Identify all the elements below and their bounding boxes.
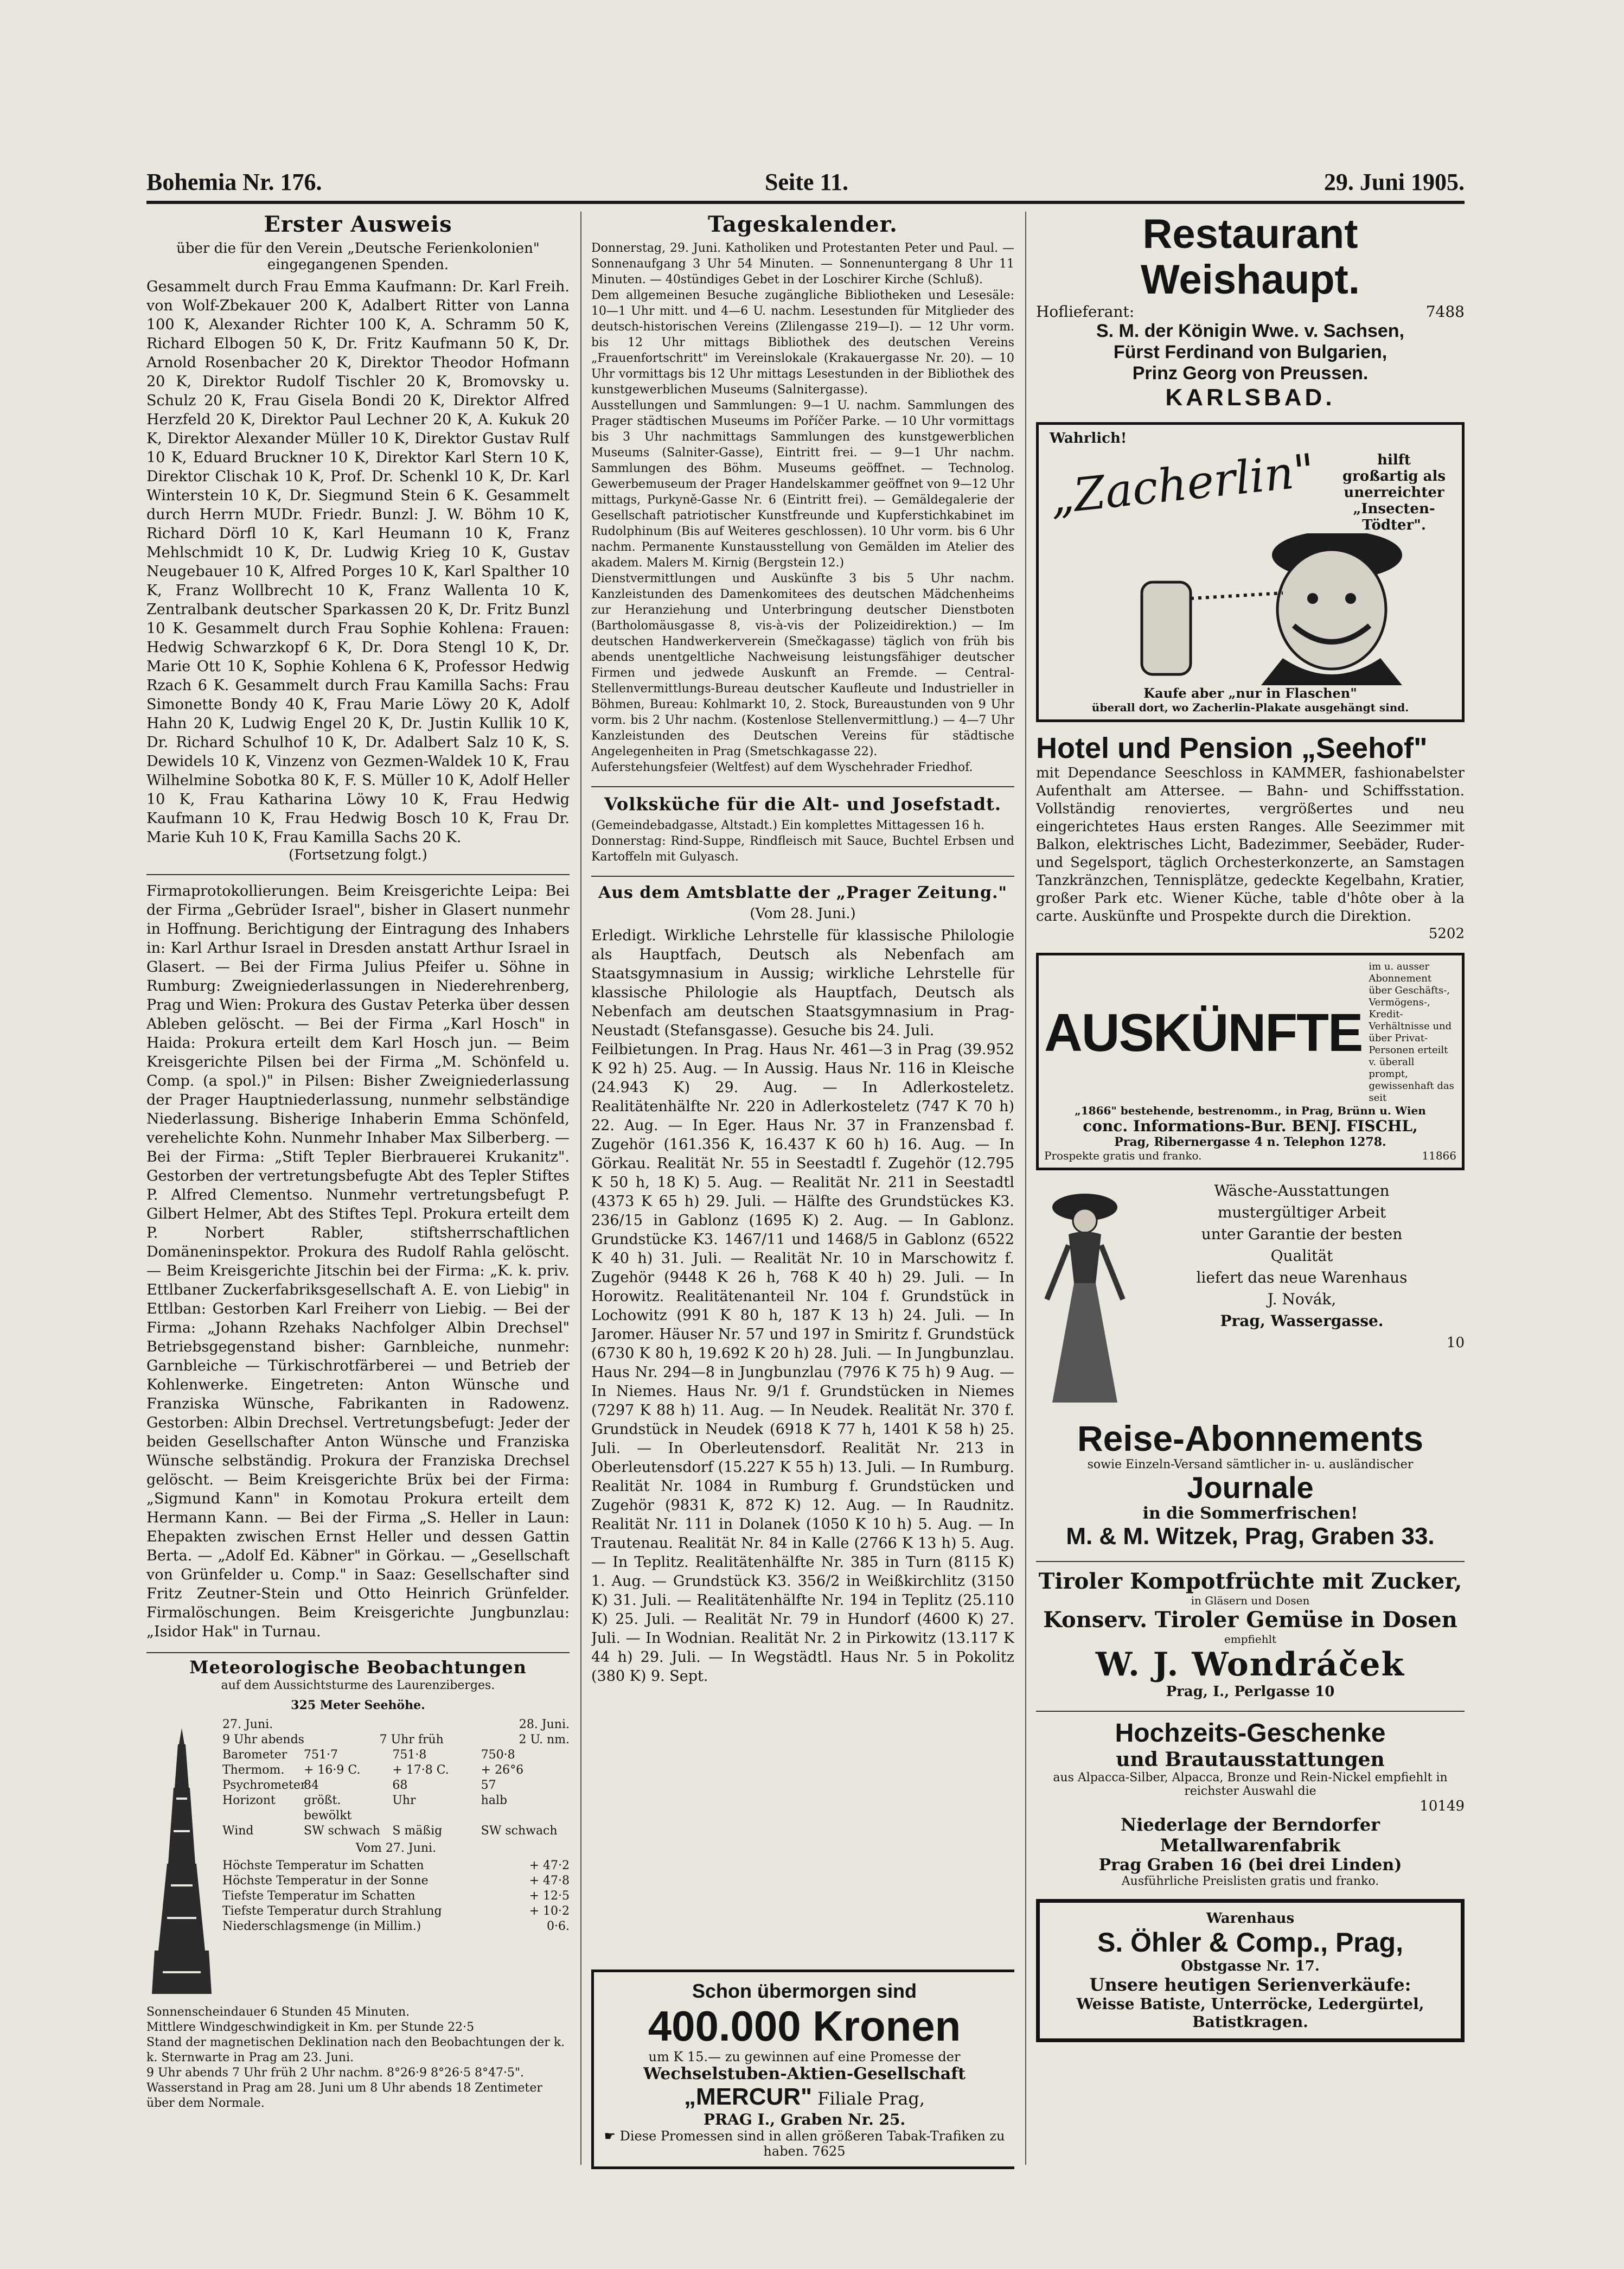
witzek-title: Reise-Abonnements	[1077, 1418, 1424, 1458]
column-right	[1036, 212, 1465, 2187]
meteo-date-row	[222, 1717, 570, 1732]
meteo-note: Stand der magnetischen Deklination nach den Beobachtungen der k. k. Sternwarte in Prag am 23. Juni.	[146, 2036, 565, 2064]
hochzeit-line5: Prag Graben 16 (bei drei Linden)	[1098, 1856, 1402, 1875]
zacherlin-kaufe: Kaufe aber „nur in Flaschen"	[1143, 685, 1357, 701]
hochzeit-number: 10149	[1420, 1798, 1465, 1814]
meteo-title: Meteorologische Beobachtungen	[189, 1657, 527, 1678]
meteo-temp-row	[222, 1873, 570, 1889]
meteo-temp-value: + 12·5	[529, 1889, 570, 1903]
meteo-temp-label: Tiefste Temperatur im Schatten	[222, 1889, 415, 1903]
volkskueche-section	[591, 794, 1014, 865]
hochzeit-title: Hochzeits-Geschenke	[1115, 1719, 1386, 1748]
tageskalender-text: Donnerstag, 29. Juni. Katholiken und Protestanten Peter und Paul. — Sonnenaufgang 3 Uhr 54 Minuten. — Sonnenuntergang 8 Uhr 11 Minuten. — 40stündiges Gebet in der Loschirer Kirche (Schluß).	[591, 241, 1014, 286]
meteo-row	[222, 1763, 570, 1778]
zacherlin-brand: „Zacherlin"	[1047, 443, 1318, 525]
weishaupt-number: 7488	[1425, 303, 1465, 321]
volkskueche-line2: Donnerstag: Rind-Suppe, Rindfleisch mit Sauce, Buchtel Erbsen und Kartoffeln mit Gulyasch.	[591, 834, 1014, 864]
zacherlin-uberall: überall dort, wo Zacherlin-Plakate ausgehängt sind.	[1091, 701, 1409, 714]
seehof-number: 5202	[1428, 926, 1465, 942]
firma-text: Firmaprotokollierungen. Beim Kreisgerichte Leipa: Bei der Firma „Gebrüder Israel", bisher in Glasert nunmehr in Hoffnung. Berichtigung der Eintragung des Inhabers in: Karl Arthur Israel in Dresden anstatt Arthur Israel in Glasert. — Bei der Firma Julius Pfeifer u. Söhne in Rumburg: Zweigniederlassungen in Niederehrenberg, Prag und Wien: Prokura des Gustav Peterka über dessen Ableben gelöscht. — Bei der Firma „Karl Hosch" in Haida: Prokura erteilt dem Karl Hosch jun. — Beim Kreisgerichte Pilsen bei der Firma „M. Schönfeld u. Comp. (a spol.)" in Pilsen: Bisher Zweigniederlassung der Prager Hauptniederlassung, nunmehr selbständige Niederlassung. Bisherige Inhaberin Emma Schönfeld, verehelichte Kohn. Nunmehr Inhaber Max Silberberg. — Bei der Firma: „Stift Tepler Bierbrauerei Krukanitz". Gestorben der vertretungsbefugte Abt des Tepler Stiftes P. Alfred Clementso. Nunmehr vertretungsbefugt P. Gilbert Helmer, Abt des Stiftes Tepl. Prokura erteilt dem P. Norbert Rabler, stiftsherrschaftlichen Domäneninspektor. Prokura des Rudolf Rahla gelöscht. — Beim Kreisgerichte Jitschin bei der Firma: „K. k. priv. Ettlbaner Zuckerfabriksgesellschaft A. E. von Liebig" in Ettlban: Gestorben Karl Freiherr von Liebig. — Bei der Firma: „Johann Rzehaks Nachfolger Albin Drechsel" Betriebsgegenstand bisher: Garnbleiche, nunmehr: Garnbleiche — Türkischrotfärberei — und Betrieb der Kohlenwerke. Eingetreten: Anton Wünsche und Franziska Wünsche, Fabrikanten in Radowenz. Gestorben: Albin Drechsel. Vertretungsbefugt: Jeder der beiden Gesellschafter Anton Wünsche und Franziska Wünsche selbständig. Prokura der Franziska Drechsel gelöscht. — Beim Kreisgerichte Brüx bei der Firma: „Sigmund Kann" in Komotau Prokura erteilt dem Hermann Kann. — Bei der Firma „S. Heller in Laun: Ehepakten zwischen Ernst Heller und dessen Gattin Berta. — „Adolf Ed. Käbner" in Görkau. — „Gesellschaft von Grünfelder u. Comp." in Saaz: Gesellschafter sind Fritz Zeutner-Stein und Otto Heinrich Grünfelder. Firmalöschungen. Beim Kreisgerichte Jungbunzlau: „Isidor Hak" in Turnau.	[146, 883, 570, 1640]
page-header	[146, 163, 1465, 201]
meteo-date3: Vom 27. Juni.	[355, 1841, 437, 1855]
tageskalender-exhibitions: Ausstellungen und Sammlungen: 9—1 U. nachm. Sammlungen des Prager städtischen Museums im Poříčer Parke. — 10 Uhr vormittags bis 3 Uhr nachmittags Sammlungen des kunstgewerblichen Museums (Salniter-Gasse), Eintritt frei. — 9—1 Uhr nachm. Sammlungen des Böhm. Museums geöffnet. — Technolog. Gewerbemuseum der Prager Handelskammer geöffnet von 9—12 Uhr mittags, Purkyně-Gasse Nr. 6 (Eintritt frei). — Gemäldegalerie der Gesellschaft patriotischer Kunstfreunde und Kupferstichkabinet im Rudolphinum (Bis auf Weiteres geschlossen). 10 Uhr vorm. bis 6 Uhr nachm. Permanente Kunstausstellung von Gemälden im Atelier des akadem. Malers M. Kirnig (Bergstein 12.)	[591, 399, 1014, 570]
weishaupt-line2: Fürst Ferdinand von Bulgarien,	[1113, 342, 1388, 362]
column-left	[146, 212, 570, 2187]
meteo-value: größt. bewölkt	[304, 1794, 352, 1822]
novak-line5: liefert das neue Warenhaus	[1196, 1269, 1408, 1286]
weishaupt-title: Restaurant Weishaupt.	[1141, 212, 1360, 303]
divider	[591, 786, 1014, 787]
meteo-value: 68	[392, 1779, 408, 1792]
mercur-line3: um K 15.— zu gewinnen auf eine Promesse der	[648, 2049, 961, 2064]
observation-tower-icon	[146, 1723, 217, 2005]
meteo-temp-label: Höchste Temperatur im Schatten	[222, 1859, 424, 1872]
meteo-row-label: Horizont	[222, 1794, 276, 1807]
divider	[591, 876, 1014, 877]
meteo-value: + 17·8 C.	[392, 1763, 449, 1777]
meteo-row-label: Psychrometer	[222, 1779, 306, 1792]
mercur-line7	[604, 2128, 1005, 2159]
weishaupt-ad	[1036, 212, 1465, 411]
auskuenfte-line5: Prospekte gratis und franko.	[1044, 1149, 1202, 1162]
seehof-ad	[1036, 732, 1465, 942]
ausweis-title: Erster Ausweis	[264, 212, 452, 237]
witzek-line3: in die Sommerfrischen!	[1142, 1504, 1358, 1523]
novak-line4: Qualität	[1270, 1247, 1333, 1265]
zacherlin-man-portrait-icon	[1077, 533, 1446, 685]
meteo-date2: 28. Juni.	[519, 1718, 570, 1731]
column-middle	[591, 212, 1014, 2187]
column-divider	[1025, 212, 1026, 2165]
meteo-sun: Sonnenscheindauer 6 Stunden 45 Minuten.	[146, 2005, 410, 2019]
meteo-value: S mäßig	[392, 1824, 443, 1838]
meteo-temp-row	[222, 1919, 570, 1934]
novak-line3: unter Garantie der besten	[1201, 1225, 1403, 1243]
novak-number: 10	[1446, 1335, 1465, 1351]
weishaupt-city: KARLSBAD.	[1165, 384, 1335, 411]
meteo-observations: 9 Uhr abends 7 Uhr früh 2 Uhr nachm. 8°26·9 8°26·5 8°47·5".	[146, 2066, 525, 2080]
auskuenfte-line2: „1866" bestehende, bestrenomm., in Prag, Brünn u. Wien	[1075, 1104, 1426, 1117]
meteo-temp-label: Höchste Temperatur in der Sonne	[222, 1874, 429, 1888]
mercur-amount: 400.000 Kronen	[648, 2002, 961, 2050]
meteo-row-label: Wind	[222, 1824, 254, 1838]
meteo-value: halb	[481, 1794, 508, 1807]
wondracek-line1: Tiroler Kompotfrüchte mit Zucker,	[1038, 1569, 1462, 1594]
meteo-wind: Mittlere Windgeschwindigkeit in Km. per Stunde 22·5	[146, 2021, 475, 2034]
meteo-value: 84	[304, 1779, 319, 1792]
tageskalender-title: Tageskalender.	[708, 212, 898, 237]
meteo-value: + 16·9 C.	[304, 1763, 361, 1777]
wondracek-line3: Konserv. Tiroler Gemüse in Dosen	[1043, 1607, 1457, 1633]
meteo-col-a: 9 Uhr abends	[222, 1733, 304, 1747]
auskuenfte-line4: Prag, Ribernergasse 4 n. Telephon 1278.	[1114, 1135, 1386, 1149]
witzek-address: M. & M. Witzek, Prag, Graben 33.	[1066, 1523, 1435, 1550]
mercur-number: 7625	[812, 2144, 846, 2159]
wondracek-line2: in Gläsern und Dosen	[1191, 1594, 1310, 1607]
meteo-value: SW schwach	[304, 1824, 380, 1838]
meteo-col-c: 2 U. nm.	[519, 1733, 570, 1747]
volkskueche-line1: (Gemeindebadgasse, Altstadt.) Ein komplettes Mittagessen 16 h.	[591, 819, 985, 832]
novak-ad	[1036, 1180, 1465, 1408]
hochzeit-line3: aus Alpacca-Silber, Alpacca, Bronze und Rein-Nickel empfiehlt in reichster Auswahl die	[1053, 1771, 1448, 1798]
mercur-line7-text: Diese Promessen sind in allen größeren Tabak-Trafiken zu haben.	[619, 2128, 1005, 2159]
hochzeit-line2: und Brautausstattungen	[1116, 1748, 1385, 1771]
header-date: 29. Juni 1905.	[1324, 169, 1465, 195]
hochzeit-line4: Niederlage der Berndorfer Metallwarenfabrik	[1121, 1814, 1380, 1856]
zacherlin-claim: hilft großartig als unerreichter „Insecten-Tödter".	[1342, 452, 1446, 533]
meteo-col-heads	[222, 1732, 570, 1748]
hochzeit-ad	[1036, 1718, 1465, 1888]
wondracek-ad	[1036, 1569, 1465, 1700]
pointing-hand-icon: ☛	[604, 2128, 620, 2144]
ohler-line5: Weisse Batiste, Unterröcke, Ledergürtel, Batistkragen.	[1076, 1995, 1424, 2031]
meteo-value: SW schwach	[481, 1824, 558, 1838]
mercur-name: „MERCUR"	[683, 2083, 812, 2110]
meteo-temp-label: Niederschlagsmenge (in Millim.)	[222, 1920, 421, 1933]
meteo-section	[146, 1657, 570, 2111]
auskuenfte-number: 11866	[1422, 1149, 1456, 1162]
witzek-ad	[1036, 1419, 1465, 1550]
meteo-temp-row	[222, 1858, 570, 1873]
meteo-value: 750·8	[481, 1748, 515, 1762]
lady-figure-icon	[1036, 1180, 1134, 1408]
meteo-temp-label: Tiefste Temperatur durch Strahlung	[222, 1904, 442, 1918]
ohler-line1: Warenhaus	[1206, 1910, 1295, 1927]
meteo-value: + 26°6	[481, 1763, 524, 1777]
mercur-filiale: Filiale Prag,	[817, 2088, 925, 2109]
zacherlin-ad	[1036, 422, 1465, 722]
ohler-address: Obstgasse Nr. 17.	[1181, 1958, 1320, 1974]
newspaper-page	[125, 146, 1465, 2187]
wondracek-address: Prag, I., Perlgasse 10	[1166, 1684, 1335, 1700]
meteo-temp-value: + 47·8	[529, 1874, 570, 1888]
meteo-temp-value: + 10·2	[529, 1904, 570, 1918]
mercur-line1: Schon übermorgen sind	[692, 1980, 917, 2002]
wondracek-line4: empfiehlt	[1224, 1633, 1277, 1646]
meteo-date1: 27. Juni.	[222, 1718, 273, 1731]
volkskueche-title: Volksküche für die Alt- und Josefstadt.	[604, 794, 1001, 814]
zacherlin-wahrlich: Wahrlich!	[1050, 430, 1127, 447]
header-rule	[146, 201, 1465, 204]
ausweis-section	[146, 212, 570, 863]
seehof-title: Hotel und Pension „Seehof"	[1036, 732, 1428, 764]
ohler-ad	[1036, 1899, 1465, 2042]
column-divider	[580, 212, 581, 2165]
meteo-temp-row	[222, 1889, 570, 1904]
ausweis-subtitle: über die für den Verein „Deutsche Ferienkolonien" eingegangenen Spenden.	[176, 240, 540, 273]
meteo-temp-row	[222, 1904, 570, 1919]
tageskalender-section	[591, 212, 1014, 775]
auskuenfte-title: AUSKÜNFTE	[1044, 1003, 1363, 1062]
amtsblatt-erledigt: Erledigt. Wirkliche Lehrstelle für klassische Philologie als Hauptfach, Deutsch als Nebenfach am Staatsgymnasium in Aussig; wirkliche Lehrstelle für klassische Philologie als Hauptfach, Deutsch als Nebenfach am deutschen Staatsgymnasium in Prag-Neustadt (Stefansgasse). Gesuche bis 24. Juli.	[591, 927, 1014, 1039]
meteo-water: Wasserstand in Prag am 28. Juni um 8 Uhr abends 18 Zentimeter über dem Normale.	[146, 2081, 542, 2110]
meteo-row-label: Thermom.	[222, 1763, 285, 1777]
amtsblatt-feilbietungen: Feilbietungen. In Prag. Haus Nr. 461—3 in Prag (39.952 K 92 h) 25. Aug. — In Aussig. Haus Nr. 116 in Kleische (24.943 K) 29. Aug. — In Adlerkosteletz. Realitätenhälfte Nr. 220 in Adlerkosteletz (747 K 70 h) 22. Aug. — In Eger. Haus Nr. 37 in Franzensbad f. Zugehör (161.356 K, 16.437 K 60 h) 16. Aug. — In Görkau. Realität Nr. 55 in Seestadtl f. Zugehör (12.795 K 50 h, 18 K) 5. Aug. — Realität Nr. 211 in Seestadtl (4373 K 65 h) 29. Juli. — Hälfte des Grundstückes K3. 236/15 in Gablonz (1695 K) 2. Aug. — In Gablonz. Grundstücke K3. 1467/11 und 1468/5 in Gablonz (6522 K 40 h) 31. Juli. — Realität Nr. 10 in Marschowitz f. Zugehör (9448 K 26 h, 768 K 40 h) 29. Juli. — In Horowitz. Realitätenanteil Nr. 104 f. Grundstück in Lochowitz (991 K 80 h, 187 K 13 h) 24. Juli. — In Jaromer. Häuser Nr. 57 und 197 in Smiritz f. Grundstück (6730 K 80 h, 19.692 K 20 h) 28. Juli. — In Jungbunzlau. Haus Nr. 294—8 in Jungbunzlau (7976 K 75 h) 9 Aug. — In Niemes. Haus Nr. 9/1 f. Grundstücken in Niemes (7297 K 88 h) 11. Aug. — In Neudek. Realität Nr. 370 f. Grundstück in Neudek (6918 K 77 h, 1401 K 58 h) 25. Juli. — In Oberleutensdorf. Realität Nr. 213 in Oberleutensdorf (15.227 K 55 h) 13. Juli. — In Rumburg. Realität Nr. 1084 in Rumburg f. Grundstücken und Zugehör (9831 K, 872 K) 12. Aug. — In Raudnitz. Realität Nr. 111 in Dolanek (1050 K 10 h) 5. Aug. — In Trautenau. Realität Nr. 84 in Kalle (2766 K 13 h) 5. Aug. — In Teplitz. Realitätenhälfte Nr. 385 in Turn (8115 K) 1. Aug. — Grundstück K3. 356/2 in Weißkirchlitz (3150 K) 31. Juli. — Realitätenhälfte Nr. 194 in Teplitz (25.110 K) 25. Juli. — Realität Nr. 79 in Hundorf (4600 K) 27. Juli. — In Wodnian. Realität Nr. 2 in Pirkowitz (13.117 K 44 h) 29. Juli. — In Wegstädtl. Haus Nr. 5 in Pokolitz (380 K) 9. Sept.	[591, 1041, 1014, 1685]
auskuenfte-line3: conc. Informations-Bur. BENJ. FISCHL,	[1083, 1117, 1418, 1135]
ohler-line4: Unsere heutigen Serienverkäufe:	[1089, 1974, 1411, 1995]
meteo-height: 325 Meter Seehöhe.	[291, 1698, 425, 1712]
divider	[1036, 1561, 1465, 1562]
ausweis-continued: (Fortsetzung folgt.)	[289, 847, 427, 863]
weishaupt-lieferant: Hoflieferant:	[1036, 303, 1135, 321]
divider	[1036, 1711, 1465, 1712]
meteo-value: 751·8	[392, 1748, 427, 1762]
zacherlin-illustration	[1044, 430, 1456, 685]
amtsblatt-subtitle: (Vom 28. Juni.)	[750, 906, 856, 922]
meteo-temp-value: 0·6.	[547, 1920, 570, 1933]
hochzeit-line6: Ausführliche Preislisten gratis und franko.	[1121, 1875, 1379, 1888]
header-page-number: Seite 11.	[765, 169, 848, 195]
firma-section	[146, 882, 570, 1641]
header-paper-issue: Bohemia Nr. 176.	[146, 169, 322, 195]
witzek-line1: sowie Einzeln-Versand sämtlicher in- u. ausländischer	[1087, 1458, 1414, 1471]
meteo-value: 751·7	[304, 1748, 338, 1762]
meteo-row	[222, 1778, 570, 1793]
mercur-address: PRAG I., Graben Nr. 25.	[703, 2111, 906, 2128]
divider	[146, 874, 570, 875]
novak-line2: mustergültiger Arbeit	[1217, 1203, 1386, 1221]
meteo-row	[222, 1824, 570, 1839]
auskuenfte-side: im u. ausser Abonnement über Geschäfts-, Vermögens-, Kredit-Verhältnisse und über Privat-Personen erteilt v. überall prompt, gewissenhaft das seit	[1369, 961, 1454, 1104]
novak-line6: J. Novák,	[1267, 1290, 1337, 1308]
weishaupt-line1: S. M. der Königin Wwe. v. Sachsen,	[1096, 321, 1405, 341]
divider	[146, 1652, 570, 1653]
novak-line7: Prag, Wassergasse.	[1220, 1312, 1384, 1330]
meteo-subtitle: auf dem Aussichtsturme des Laurenziberges.	[221, 1679, 495, 1692]
witzek-journale: Journale	[1187, 1470, 1314, 1505]
weishaupt-line3: Prinz Georg von Preussen.	[1132, 363, 1369, 384]
tageskalender-services: Dienstvermittlungen und Auskünfte 3 bis 5 Uhr nachm. Kanzleistunden des Damenkomitees des deutschen Mädchenheims zur Heranziehung und Unterbringung deutscher Dienstboten (Bartholomäusgasse 8, vis-à-vis der Polizeidirektion.) — Im deutschen Handwerkerverein (Smečkagasse) täglich von früh bis abends unentgeltliche Nachweisung leistungsfähiger deutscher Firmen und jedwede Auskunft an Fremde. — Central-Stellenvermittlungs-Bureau deutscher Kaufleute und Industrieller in Böhmen, Bureau: Kohlmarkt 10, 2. Stock, Bureaustunden von 9 Uhr vorm. bis 2 Uhr nachm. (Kostenlose Stellenvermittlung.) — 4—7 Uhr Kanzleistunden des Deutschen Vereins für städtische Angelegenheiten in Prag (Smetschkagasse 22).	[591, 572, 1014, 759]
meteo-row	[222, 1793, 570, 1824]
novak-line1: Wäsche-Ausstattungen	[1214, 1182, 1390, 1200]
mercur-company: Wechselstuben-Aktien-Gesellschaft	[643, 2064, 966, 2083]
amtsblatt-title: Aus dem Amtsblatte der „Prager Zeitung."	[598, 883, 1008, 902]
meteo-row	[222, 1748, 570, 1763]
meteo-col-b: 7 Uhr früh	[379, 1733, 444, 1747]
meteo-value: 57	[481, 1779, 496, 1792]
ausweis-text: Gesammelt durch Frau Emma Kaufmann: Dr. Karl Freih. von Wolf-Zbekauer 200 K, Adalbert Ritter von Lanna 100 K, Alexander Richter 100 K, A. Schramm 50 K, Richard Elbogen 50 K, Dr. Fritz Kaufmann 50 K, Dr. Arnold Rosenbacher 20 K, Direktor Theodor Hofmann 20 K, Direktor Rudolf Tischler 20 K, Bromovsky u. Schulz 20 K, Frau Gisela Bondi 20 K, Direktor Alfred Herzfeld 20 K, Direktor Paul Lechner 20 K, A. Kukuk 20 K, Direktor Alexander Müller 10 K, Direktor Gustav Rulf 10 K, Eduard Bruckner 10 K, Direktor Karl Stern 10 K, Direktor Clischak 10 K, Prof. Dr. Schenkl 10 K, Dr. Karl Winterstein 10 K, Dr. Siegmund Stein 6 K. Gesammelt durch Herrn MUDr. Friedr. Bunzl: J. W. Böhm 10 K, Richard Dörfl 10 K, Karl Heumann 10 K, Franz Mehlschmidt 10 K, Dr. Ludwig Krieg 10 K, Gustav Neugebauer 10 K, Alfred Porges 10 K, Karl Spalther 10 K, Franz Wollbrecht 10 K, Franz Wallenta 10 K, Zentralbank deutscher Sparkassen 20 K, Dr. Fritz Bunzl 10 K. Gesammelt durch Frau Sophie Kohlena: Frauen: Hedwig Schwarzkopf 6 K, Dr. Dora Stengl 10 K, Dr. Marie Ott 10 K, Sophie Kohlena 6 K, Professor Hedwig Rzach 6 K. Gesammelt durch Frau Kamilla Sachs: Frau Simonette Bondy 40 K, Frau Marie Löwy 20 K, Adolf Hahn 20 K, Ludwig Engel 20 K, Dr. Justin Kullik 10 K, Dr. Richard Schulhof 10 K, Dr. Adalbert Salz 10 K, S. Dewidels 10 K, Vinzenz von Gezmen-Waldek 10 K, Frau Wilhelmine Sobotka 80 K, F. S. Müller 10 K, Adolf Heller 10 K, Frau Katharina Löwy 10 K, Frau Hedwig Kaufmann 10 K, Frau Hedwig Bosch 10 K, Frau Dr. Marie Kuh 10 K, Frau Kamilla Sachs 20 K.	[146, 278, 570, 846]
amtsblatt-section	[591, 883, 1014, 1686]
tageskalender-feier: Auferstehungsfeier (Weltfest) auf dem Wyschehrader Friedhof.	[591, 761, 973, 774]
seehof-text: mit Dependance Seeschloss in KAMMER, fashionabelster Aufenthalt am Attersee. — Bahn- und Schiffsstation. Vollständig renoviertes, vergrößertes und neu eingerichtetes Haus ersten Ranges. Alle Seezimmer mit Balkon, elektrisches Licht, Badezimmer, Seebäder, Ruder- und Segelsport, täglich Orchesterkonzerte, an Samstagen Tanzkränzchen, Tennisplätze, gedeckte Kegelbahn, Kratier, großer Park etc. Wiener Küche, table d'hôte ober à la carte. Auskünfte und Prospekte durch die Direktion.	[1036, 765, 1465, 925]
wondracek-name: W. J. Wondráček	[1095, 1646, 1405, 1684]
meteo-value: Uhr	[392, 1794, 416, 1807]
auskuenfte-ad	[1036, 953, 1465, 1170]
meteo-temp-value: + 47·2	[529, 1859, 570, 1872]
mercur-ad	[591, 1970, 1014, 2169]
meteo-row-label: Barometer	[222, 1748, 287, 1762]
tageskalender-libraries: Dem allgemeinen Besuche zugängliche Bibliotheken und Lesesäle: 10—1 Uhr mitt. und 4—6 U. nachm. Lesestunden für Mitglieder des deutsch-historischen Vereins (Zlilengasse 219—I). — 12 Uhr vorm. bis 12 Uhr mittags Bibliothek des deutschen Vereins „Frauenfortschritt" im Vereinslokale (Krakauergasse Nr. 20). — 10 Uhr vormittags bis 12 Uhr mittags Lesestunden in der Bibliothek des kunstgewerblichen Museums (Salnitergasse).	[591, 289, 1014, 397]
ohler-name: S. Öhler & Comp., Prag,	[1097, 1927, 1403, 1958]
